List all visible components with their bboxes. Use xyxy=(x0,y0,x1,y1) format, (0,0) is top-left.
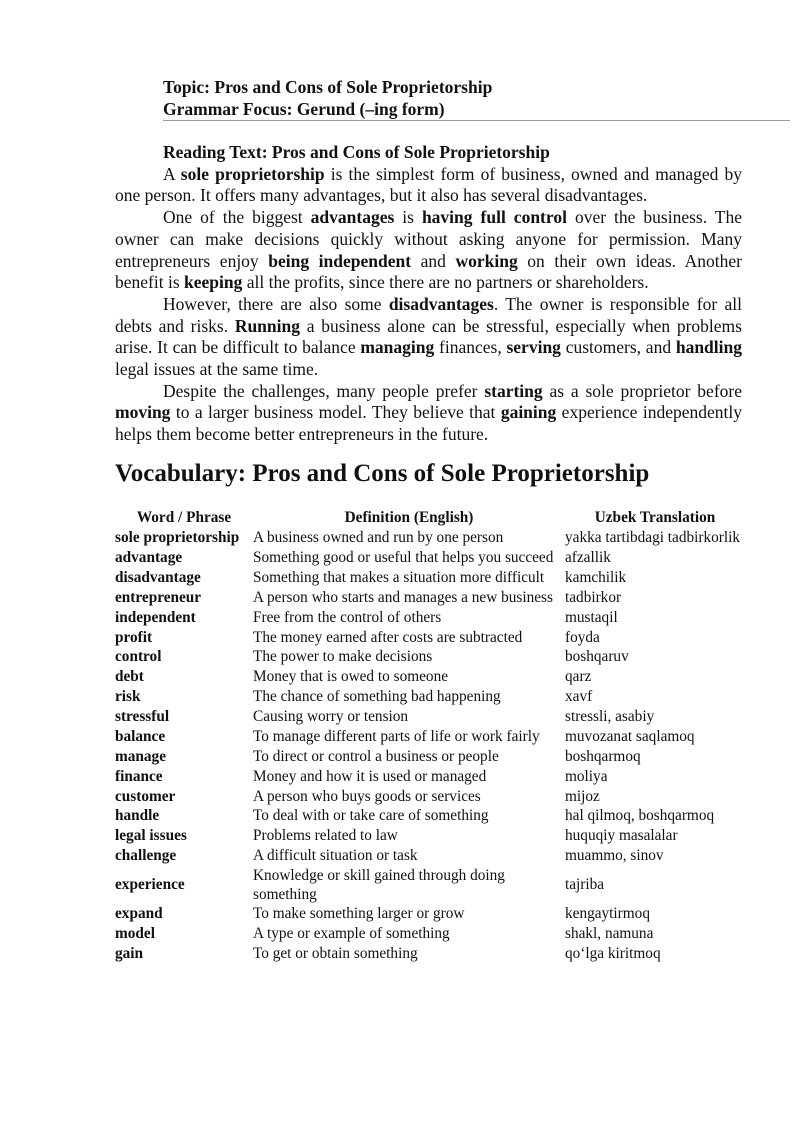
vocab-translation: tadbirkor xyxy=(565,588,622,606)
table-row xyxy=(115,827,745,847)
table-row xyxy=(115,588,745,608)
table-row xyxy=(115,847,745,867)
vocab-definition: Money and how it is used or managed xyxy=(253,767,487,785)
vocab-word: handle xyxy=(115,807,160,825)
vocab-translation: moliya xyxy=(565,767,608,785)
text-run: A xyxy=(163,163,181,184)
vocab-translation: xavf xyxy=(565,688,593,706)
text-run: Despite the challenges, many people prefer xyxy=(163,380,485,401)
reading-paragraph-1 xyxy=(115,164,742,207)
table-row xyxy=(115,807,745,827)
reading-section xyxy=(115,142,742,446)
vocab-translation: muammo, sinov xyxy=(565,847,664,865)
column-header-word: Word / Phrase xyxy=(136,509,232,526)
vocab-translation: huquqiy masalalar xyxy=(565,827,678,845)
grammar-focus-line: Grammar Focus: Gerund (–ing form) xyxy=(163,99,445,119)
vocab-definition: Knowledge or skill gained through doing something xyxy=(253,867,505,903)
vocab-translation: tajriba xyxy=(565,876,605,894)
table-row xyxy=(115,747,745,767)
text-run: experience independently helps them become better entrepreneurs in the future. xyxy=(115,402,742,445)
vocab-definition: A type or example of something xyxy=(253,925,450,943)
text-run: and xyxy=(411,250,456,271)
text-run: . The owner is responsible for all debts and risks. xyxy=(115,293,742,336)
vocab-word: manage xyxy=(115,747,166,765)
vocab-definition: The chance of something bad happening xyxy=(253,688,501,706)
table-row xyxy=(115,787,745,807)
vocab-translation: boshqarmoq xyxy=(565,747,641,765)
bold-term: being independent xyxy=(268,250,412,271)
vocab-word: balance xyxy=(115,727,166,745)
text-run: is the simplest form of business, owned and managed by one person. It offers many advantages, but it also has several disadvantages. xyxy=(115,163,742,206)
vocab-translation: qarz xyxy=(565,668,592,686)
table-row xyxy=(115,529,745,549)
vocab-translation: foyda xyxy=(565,628,600,646)
vocab-translation: muvozanat saqlamoq xyxy=(565,727,695,745)
vocab-word: sole proprietorship xyxy=(115,529,240,547)
vocab-word: customer xyxy=(115,787,176,805)
vocab-definition: Free from the control of others xyxy=(253,608,442,626)
vocab-definition: Problems related to law xyxy=(253,827,398,845)
vocabulary-table xyxy=(115,508,745,964)
vocab-word: debt xyxy=(115,668,144,686)
bold-term: working xyxy=(455,250,518,271)
column-header-definition: Definition (English) xyxy=(344,509,474,526)
vocab-definition: A person who starts and manages a new business xyxy=(253,588,553,606)
table-row xyxy=(115,707,745,727)
vocab-translation: kamchilik xyxy=(565,568,627,586)
vocab-word: experience xyxy=(115,876,185,894)
table-row xyxy=(115,608,745,628)
vocab-definition: Money that is owed to someone xyxy=(253,668,449,686)
text-run: as a sole proprietor before xyxy=(542,380,742,401)
vocab-word: model xyxy=(115,925,155,943)
vocab-word: expand xyxy=(115,905,163,923)
vocab-definition: To deal with or take care of something xyxy=(253,807,489,825)
vocab-word: challenge xyxy=(115,847,177,865)
vocab-word: entrepreneur xyxy=(115,588,202,606)
vocab-translation: afzallik xyxy=(565,549,611,567)
vocab-word: gain xyxy=(115,945,144,963)
vocab-definition: The power to make decisions xyxy=(253,648,433,666)
bold-term: starting xyxy=(484,380,543,401)
text-run: One of the biggest xyxy=(163,207,311,228)
bold-term: keeping xyxy=(184,272,243,293)
bold-term: gaining xyxy=(500,402,557,423)
table-row xyxy=(115,648,745,668)
vocab-word: legal issues xyxy=(115,827,187,845)
table-row xyxy=(115,668,745,688)
vocab-word: independent xyxy=(115,608,196,626)
text-run: on their own ideas. Another benefit is xyxy=(115,250,742,293)
vocab-definition: A business owned and run by one person xyxy=(253,529,504,547)
topic-line: Topic: Pros and Cons of Sole Proprietorship xyxy=(163,77,493,97)
text-run: all the profits, since there are no partners or shareholders. xyxy=(242,272,649,293)
vocab-word: finance xyxy=(115,767,163,785)
table-row xyxy=(115,688,745,708)
bold-term: disadvantages xyxy=(388,293,494,314)
bold-term: having full control xyxy=(421,207,567,228)
bold-term: sole proprietorship xyxy=(180,163,325,184)
vocab-definition: Something good or useful that helps you succeed xyxy=(253,549,554,567)
table-row xyxy=(115,727,745,747)
vocab-word: profit xyxy=(115,628,153,646)
vocab-definition: To direct or control a business or people xyxy=(253,747,499,765)
table-row xyxy=(115,767,745,787)
table-row xyxy=(115,945,745,965)
text-run: over the business. The owner can make decisions quickly without asking anyone for permission. Many entrepreneurs enjoy xyxy=(115,207,742,271)
text-run: However, there are also some xyxy=(163,293,389,314)
reading-paragraph-2 xyxy=(115,207,742,294)
vocab-translation: stressli, asabiy xyxy=(565,708,655,726)
vocabulary-title: Vocabulary: Pros and Cons of Sole Proprietorship xyxy=(115,460,650,487)
vocab-word: advantage xyxy=(115,549,183,567)
vocab-translation: qo‘lga kiritmoq xyxy=(565,945,661,963)
vocab-translation: hal qilmoq, boshqarmoq xyxy=(565,807,715,825)
vocab-word: risk xyxy=(115,688,141,706)
text-run: finances, xyxy=(434,337,507,358)
text-run: a business alone can be stressful, especially when problems arise. It can be difficult to balance xyxy=(115,315,742,358)
bold-term: serving xyxy=(506,337,561,358)
table-row xyxy=(115,925,745,945)
vocabulary-table-body xyxy=(115,529,745,965)
vocab-definition: To get or obtain something xyxy=(253,945,418,963)
vocab-translation: mijoz xyxy=(565,787,600,805)
vocab-definition: The money earned after costs are subtracted xyxy=(253,628,523,646)
vocab-definition: A difficult situation or task xyxy=(253,847,418,865)
text-run: to a larger business model. They believe that xyxy=(170,402,501,423)
vocab-word: disadvantage xyxy=(115,568,201,586)
document-header xyxy=(163,76,790,121)
bold-term: managing xyxy=(360,337,435,358)
bold-term: Running xyxy=(234,315,300,336)
text-run: is xyxy=(394,207,422,228)
vocab-translation: boshqaruv xyxy=(565,648,629,666)
reading-paragraph-3 xyxy=(115,294,742,381)
bold-term: advantages xyxy=(310,207,395,228)
column-header-translation: Uzbek Translation xyxy=(594,509,716,526)
vocab-definition: To manage different parts of life or work fairly xyxy=(253,727,540,745)
table-row xyxy=(115,548,745,568)
vocab-translation: mustaqil xyxy=(565,608,618,626)
bold-term: handling xyxy=(675,337,742,358)
bold-term: moving xyxy=(115,402,171,423)
vocab-word: control xyxy=(115,648,162,666)
table-row xyxy=(115,568,745,588)
vocab-definition: Causing worry or tension xyxy=(253,708,409,726)
vocab-translation: kengaytirmoq xyxy=(565,905,650,923)
vocab-definition: Something that makes a situation more difficult xyxy=(253,568,545,586)
vocab-definition: A person who buys goods or services xyxy=(253,787,481,805)
vocab-translation: yakka tartibdagi tadbirkorlik xyxy=(565,529,741,547)
table-row xyxy=(115,866,745,904)
text-run: customers, and xyxy=(560,337,676,358)
vocab-definition: To make something larger or grow xyxy=(253,905,465,923)
reading-title: Reading Text: Pros and Cons of Sole Proprietorship xyxy=(163,142,550,162)
table-row xyxy=(115,905,745,925)
vocab-translation: shakl, namuna xyxy=(565,925,654,943)
table-row xyxy=(115,628,745,648)
reading-paragraph-4 xyxy=(115,381,742,446)
table-header-row xyxy=(115,508,745,529)
vocab-word: stressful xyxy=(115,708,170,726)
text-run: legal issues at the same time. xyxy=(115,359,319,380)
